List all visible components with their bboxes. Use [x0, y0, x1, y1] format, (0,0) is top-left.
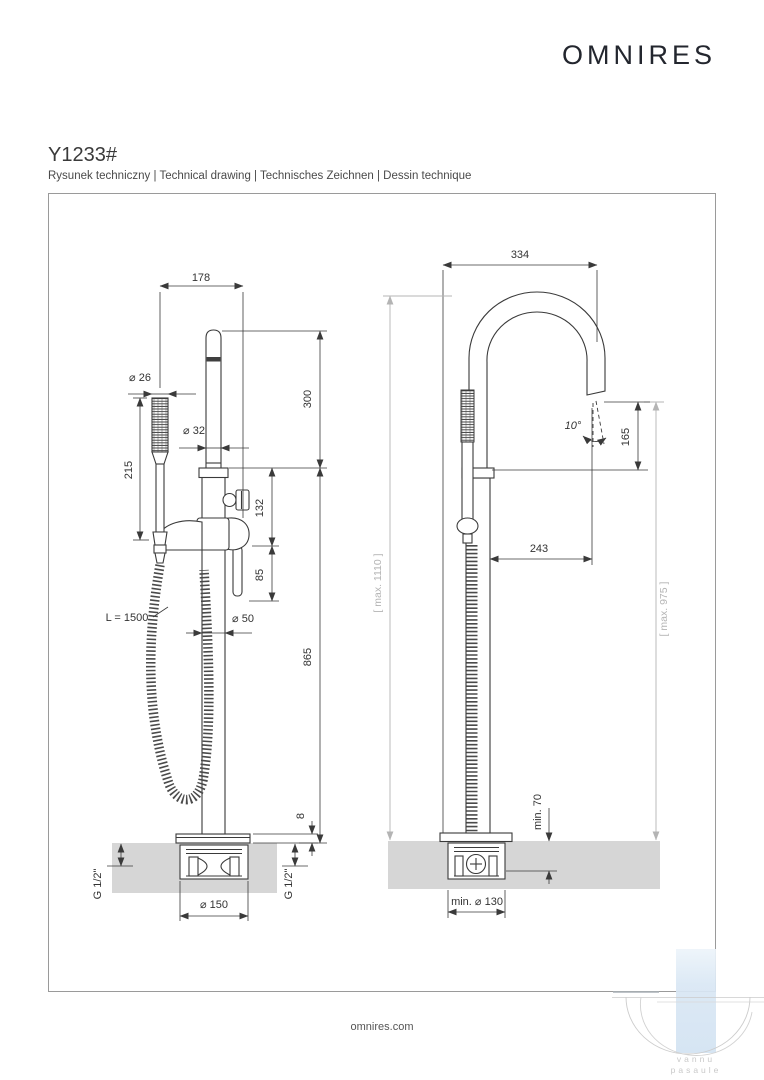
- dim-spout-height-300: [222, 331, 327, 468]
- front-view: [92, 272, 327, 921]
- svg-text:⌀ 26: ⌀ 26: [129, 372, 151, 384]
- gooseneck-spout: [469, 292, 605, 470]
- drawing-subtitle: Rysunek techniczny | Technical drawing | Technisches Zeichnen | Dessin technique: [48, 170, 472, 182]
- dim-max-outlet-975: [644, 402, 670, 840]
- base-plate-side: [440, 833, 512, 842]
- dim-thread-right: [282, 844, 308, 899]
- dim-hose-length: [106, 607, 168, 624]
- base-plate-front: [176, 834, 250, 843]
- svg-text:178: 178: [191, 272, 211, 284]
- side-view: [372, 249, 670, 918]
- svg-text:8: 8: [295, 812, 307, 820]
- dim-diverter-132: [252, 468, 279, 546]
- product-code: Y1233#: [48, 144, 117, 166]
- diverter-knob: [223, 490, 249, 510]
- svg-text:334: 334: [510, 249, 530, 261]
- shower-hose-front: [151, 565, 209, 800]
- dim-diameter-26: [128, 372, 196, 394]
- svg-text:⌀ 150: ⌀ 150: [199, 899, 229, 911]
- svg-text:215: 215: [123, 460, 135, 480]
- svg-text:243: 243: [529, 543, 549, 555]
- svg-text:min. ⌀ 130: min. ⌀ 130: [451, 896, 503, 908]
- svg-text:165: 165: [620, 427, 632, 447]
- watermark-text-2: pasaule: [670, 1065, 722, 1075]
- floor-section-front: [112, 843, 277, 893]
- svg-text:[ max. 975 ]: [ max. 975 ]: [658, 581, 670, 637]
- dim-lever-85: [249, 546, 279, 601]
- svg-text:L = 1500: L = 1500: [105, 612, 149, 624]
- dim-handshower-215: [123, 398, 149, 540]
- svg-text:min. 70: min. 70: [532, 793, 544, 831]
- brand-logo: OMNIRES: [561, 40, 716, 70]
- svg-text:G 1/2": G 1/2": [283, 868, 295, 900]
- svg-text:300: 300: [302, 389, 314, 409]
- floor-section-side: [388, 841, 660, 889]
- svg-text:[ max. 1110 ]: [ max. 1110 ]: [372, 553, 384, 613]
- footer-website: omnires.com: [350, 1021, 414, 1033]
- watermark-text-1: vannu: [676, 1054, 716, 1064]
- hand-shower-front: [152, 398, 168, 563]
- watermark-stripe: [676, 949, 716, 1053]
- svg-text:G 1/2": G 1/2": [92, 868, 104, 900]
- dim-max-height-1110: [372, 296, 452, 840]
- svg-text:⌀ 32: ⌀ 32: [183, 425, 205, 437]
- svg-text:85: 85: [254, 568, 266, 582]
- watermark: [612, 949, 764, 1075]
- svg-text:865: 865: [302, 647, 314, 667]
- dim-min-diameter-130: [448, 890, 505, 918]
- dim-outlet-drop-165: [492, 402, 650, 470]
- svg-text:10°: 10°: [564, 420, 582, 432]
- svg-text:⌀ 50: ⌀ 50: [232, 613, 254, 625]
- svg-text:132: 132: [254, 498, 266, 518]
